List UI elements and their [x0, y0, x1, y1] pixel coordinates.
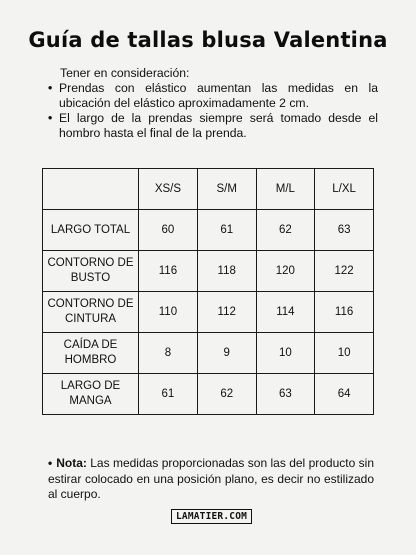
table-cell: 63	[256, 374, 315, 415]
table-cell: 110	[139, 292, 198, 333]
header-size-xs-s: XS/S	[139, 169, 198, 210]
table-cell: 61	[197, 210, 256, 251]
table-cell: 60	[139, 210, 198, 251]
table-cell: 9	[197, 333, 256, 374]
header-size-l-xl: L/XL	[315, 169, 374, 210]
header-empty-cell	[43, 169, 139, 210]
table-cell: 120	[256, 251, 315, 292]
note-text: Las medidas proporcionadas son las del producto sin estirar colocado en una posición plano, es decir no estilizado al cuerpo.	[48, 456, 374, 501]
table-cell: 10	[315, 333, 374, 374]
table-cell: 118	[197, 251, 256, 292]
intro-lead: Tener en consideración:	[60, 66, 190, 80]
table-cell: 112	[197, 292, 256, 333]
table-cell: 114	[256, 292, 315, 333]
table-cell: 62	[197, 374, 256, 415]
table-row	[43, 210, 374, 251]
table-row	[43, 292, 374, 333]
table-cell: 10	[256, 333, 315, 374]
table-cell: 116	[315, 292, 374, 333]
row-label-largo-total: LARGO TOTAL	[43, 210, 139, 251]
brand-logo: LAMATIER.COM	[171, 509, 252, 524]
note-label: Nota:	[56, 456, 87, 470]
table-cell: 116	[139, 251, 198, 292]
table-cell: 62	[256, 210, 315, 251]
table-row	[43, 333, 374, 374]
row-label-caida-hombro: CAÍDA DE HOMBRO	[43, 333, 139, 374]
bullet-icon: •	[48, 456, 53, 470]
table-row	[43, 251, 374, 292]
intro-section	[48, 66, 378, 141]
row-label-contorno-cintura: CONTORNO DE CINTURA	[43, 292, 139, 333]
page-title: Guía de tallas blusa Valentina	[28, 28, 388, 52]
size-table-header	[43, 169, 374, 210]
table-row	[43, 374, 374, 415]
header-size-s-m: S/M	[197, 169, 256, 210]
table-cell: 61	[139, 374, 198, 415]
intro-bullet-elastic: • Prendas con elástico aumentan las medidas en la ubicación del elástico aproximadamente 2 cm.	[48, 81, 378, 111]
note-section	[48, 456, 374, 503]
row-label-contorno-busto: CONTORNO DE BUSTO	[43, 251, 139, 292]
size-table	[42, 168, 374, 415]
table-cell: 64	[315, 374, 374, 415]
table-cell: 8	[139, 333, 198, 374]
intro-bullets	[48, 81, 378, 141]
intro-bullet-length: • El largo de la prendas siempre será tomado desde el hombro hasta el final de la prenda.	[48, 111, 378, 141]
table-cell: 122	[315, 251, 374, 292]
row-label-largo-manga: LARGO DE MANGA	[43, 374, 139, 415]
table-cell: 63	[315, 210, 374, 251]
header-size-m-l: M/L	[256, 169, 315, 210]
